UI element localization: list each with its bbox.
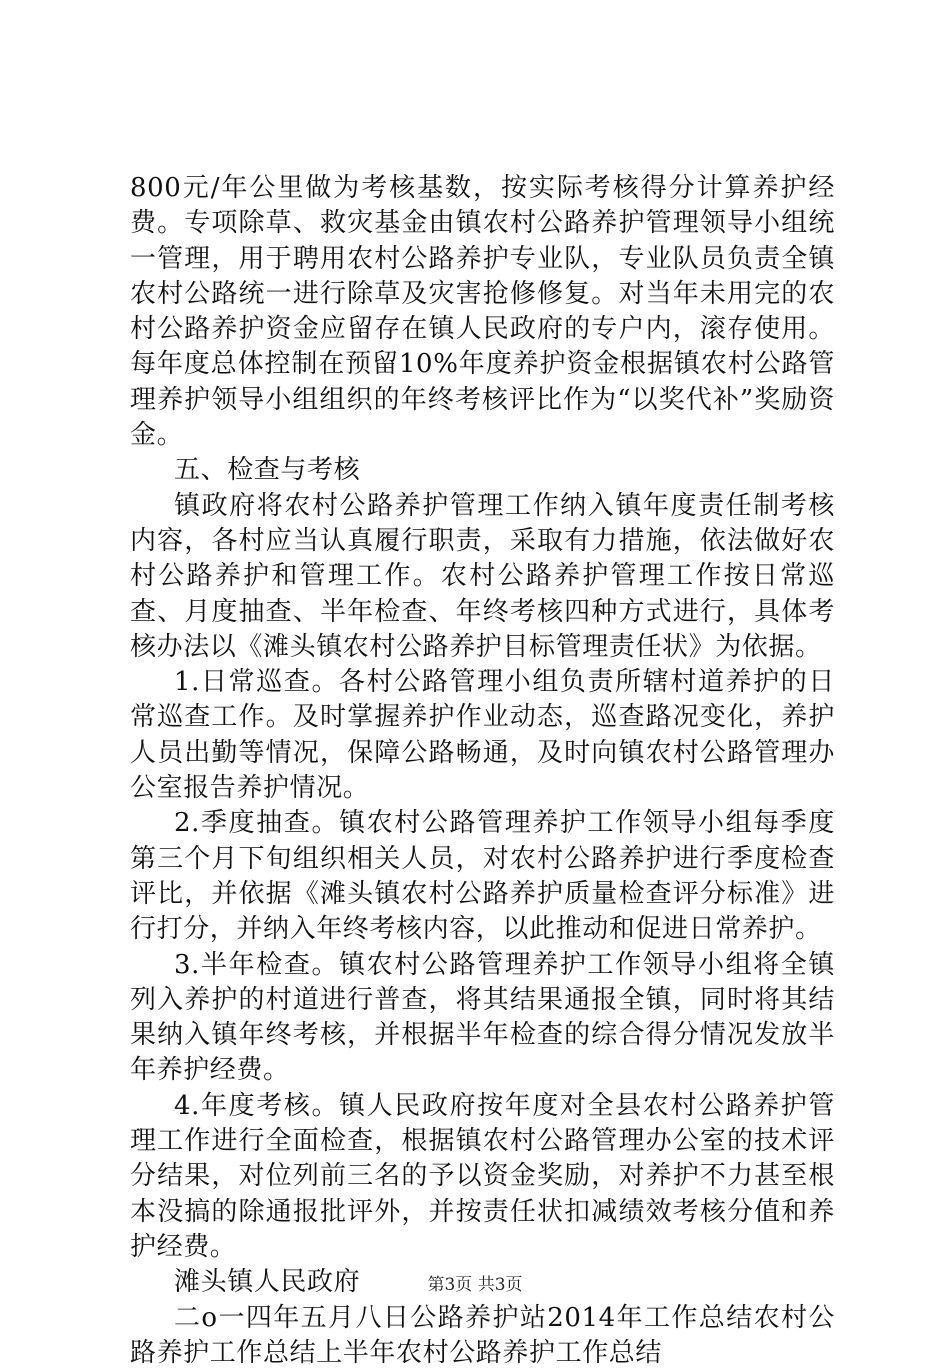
document-body xyxy=(130,171,835,1371)
paragraph-half-year-check: 3.半年检查。镇农村公路管理养护工作领导小组将全镇列入养护的村道进行普查，将其结果通报全镇，同时将其结果纳入镇年终考核，并根据半年检查的综合得分情况发放半年养护经费。 xyxy=(130,948,835,1089)
paragraph-annual-assessment: 4.年度考核。镇人民政府按年度对全县农村公路养护管理工作进行全面检查，根据镇农村公路管理办公室的技术评分结果，对位列前三名的予以资金奖励，对养护不力甚至根本没搞的除通报批评外，并按责任状扣减绩效考核分值和养护经费。 xyxy=(130,1089,835,1265)
signature-organization: 滩头镇人民政府 xyxy=(130,1265,835,1300)
page-number-footer: 第3页 共3页 xyxy=(0,1275,950,1295)
section-heading-inspection: 五、检查与考核 xyxy=(130,453,835,488)
paragraph-quarterly-check: 2.季度抽查。镇农村公路管理养护工作领导小组每季度第三个月下旬组织相关人员，对农村公路养护进行季度检查评比，并依据《滩头镇农村公路养护质量检查评分标准》进行打分，并纳入年终考核内容，以此推动和促进日常养护。 xyxy=(130,806,835,947)
paragraph-daily-patrol: 1.日常巡查。各村公路管理小组负责所辖村道养护的日常巡查工作。及时掌握养护作业动态，巡查路况变化，养护人员出勤等情况，保障公路畅通，及时向镇农村公路管理办公室报告养护情况。 xyxy=(130,665,835,806)
paragraph-inspection-intro: 镇政府将农村公路养护管理工作纳入镇年度责任制考核内容，各村应当认真履行职责，采取有力措施，依法做好农村公路养护和管理工作。农村公路养护管理工作按日常巡查、月度抽查、半年检查、年终考核四种方式进行，具体考核办法以《滩头镇农村公路养护目标管理责任状》为依据。 xyxy=(130,489,835,665)
paragraph-date-and-titles: 二o一四年五月八日公路养护站2014年工作总结农村公路养护工作总结上半年农村公路养护工作总结 xyxy=(130,1301,835,1371)
paragraph-funding-continued: 800元/年公里做为考核基数，按实际考核得分计算养护经费。专项除草、救灾基金由镇农村公路养护管理领导小组统一管理，用于聘用农村公路养护专业队，专业队员负责全镇农村公路统一进行除草及灾害抢修修复。对当年未用完的农村公路养护资金应留存在镇人民政府的专户内，滚存使用。每年度总体控制在预留10%年度养护资金根据镇农村公路管理养护领导小组组织的年终考核评比作为“以奖代补”奖励资金。 xyxy=(130,171,835,453)
